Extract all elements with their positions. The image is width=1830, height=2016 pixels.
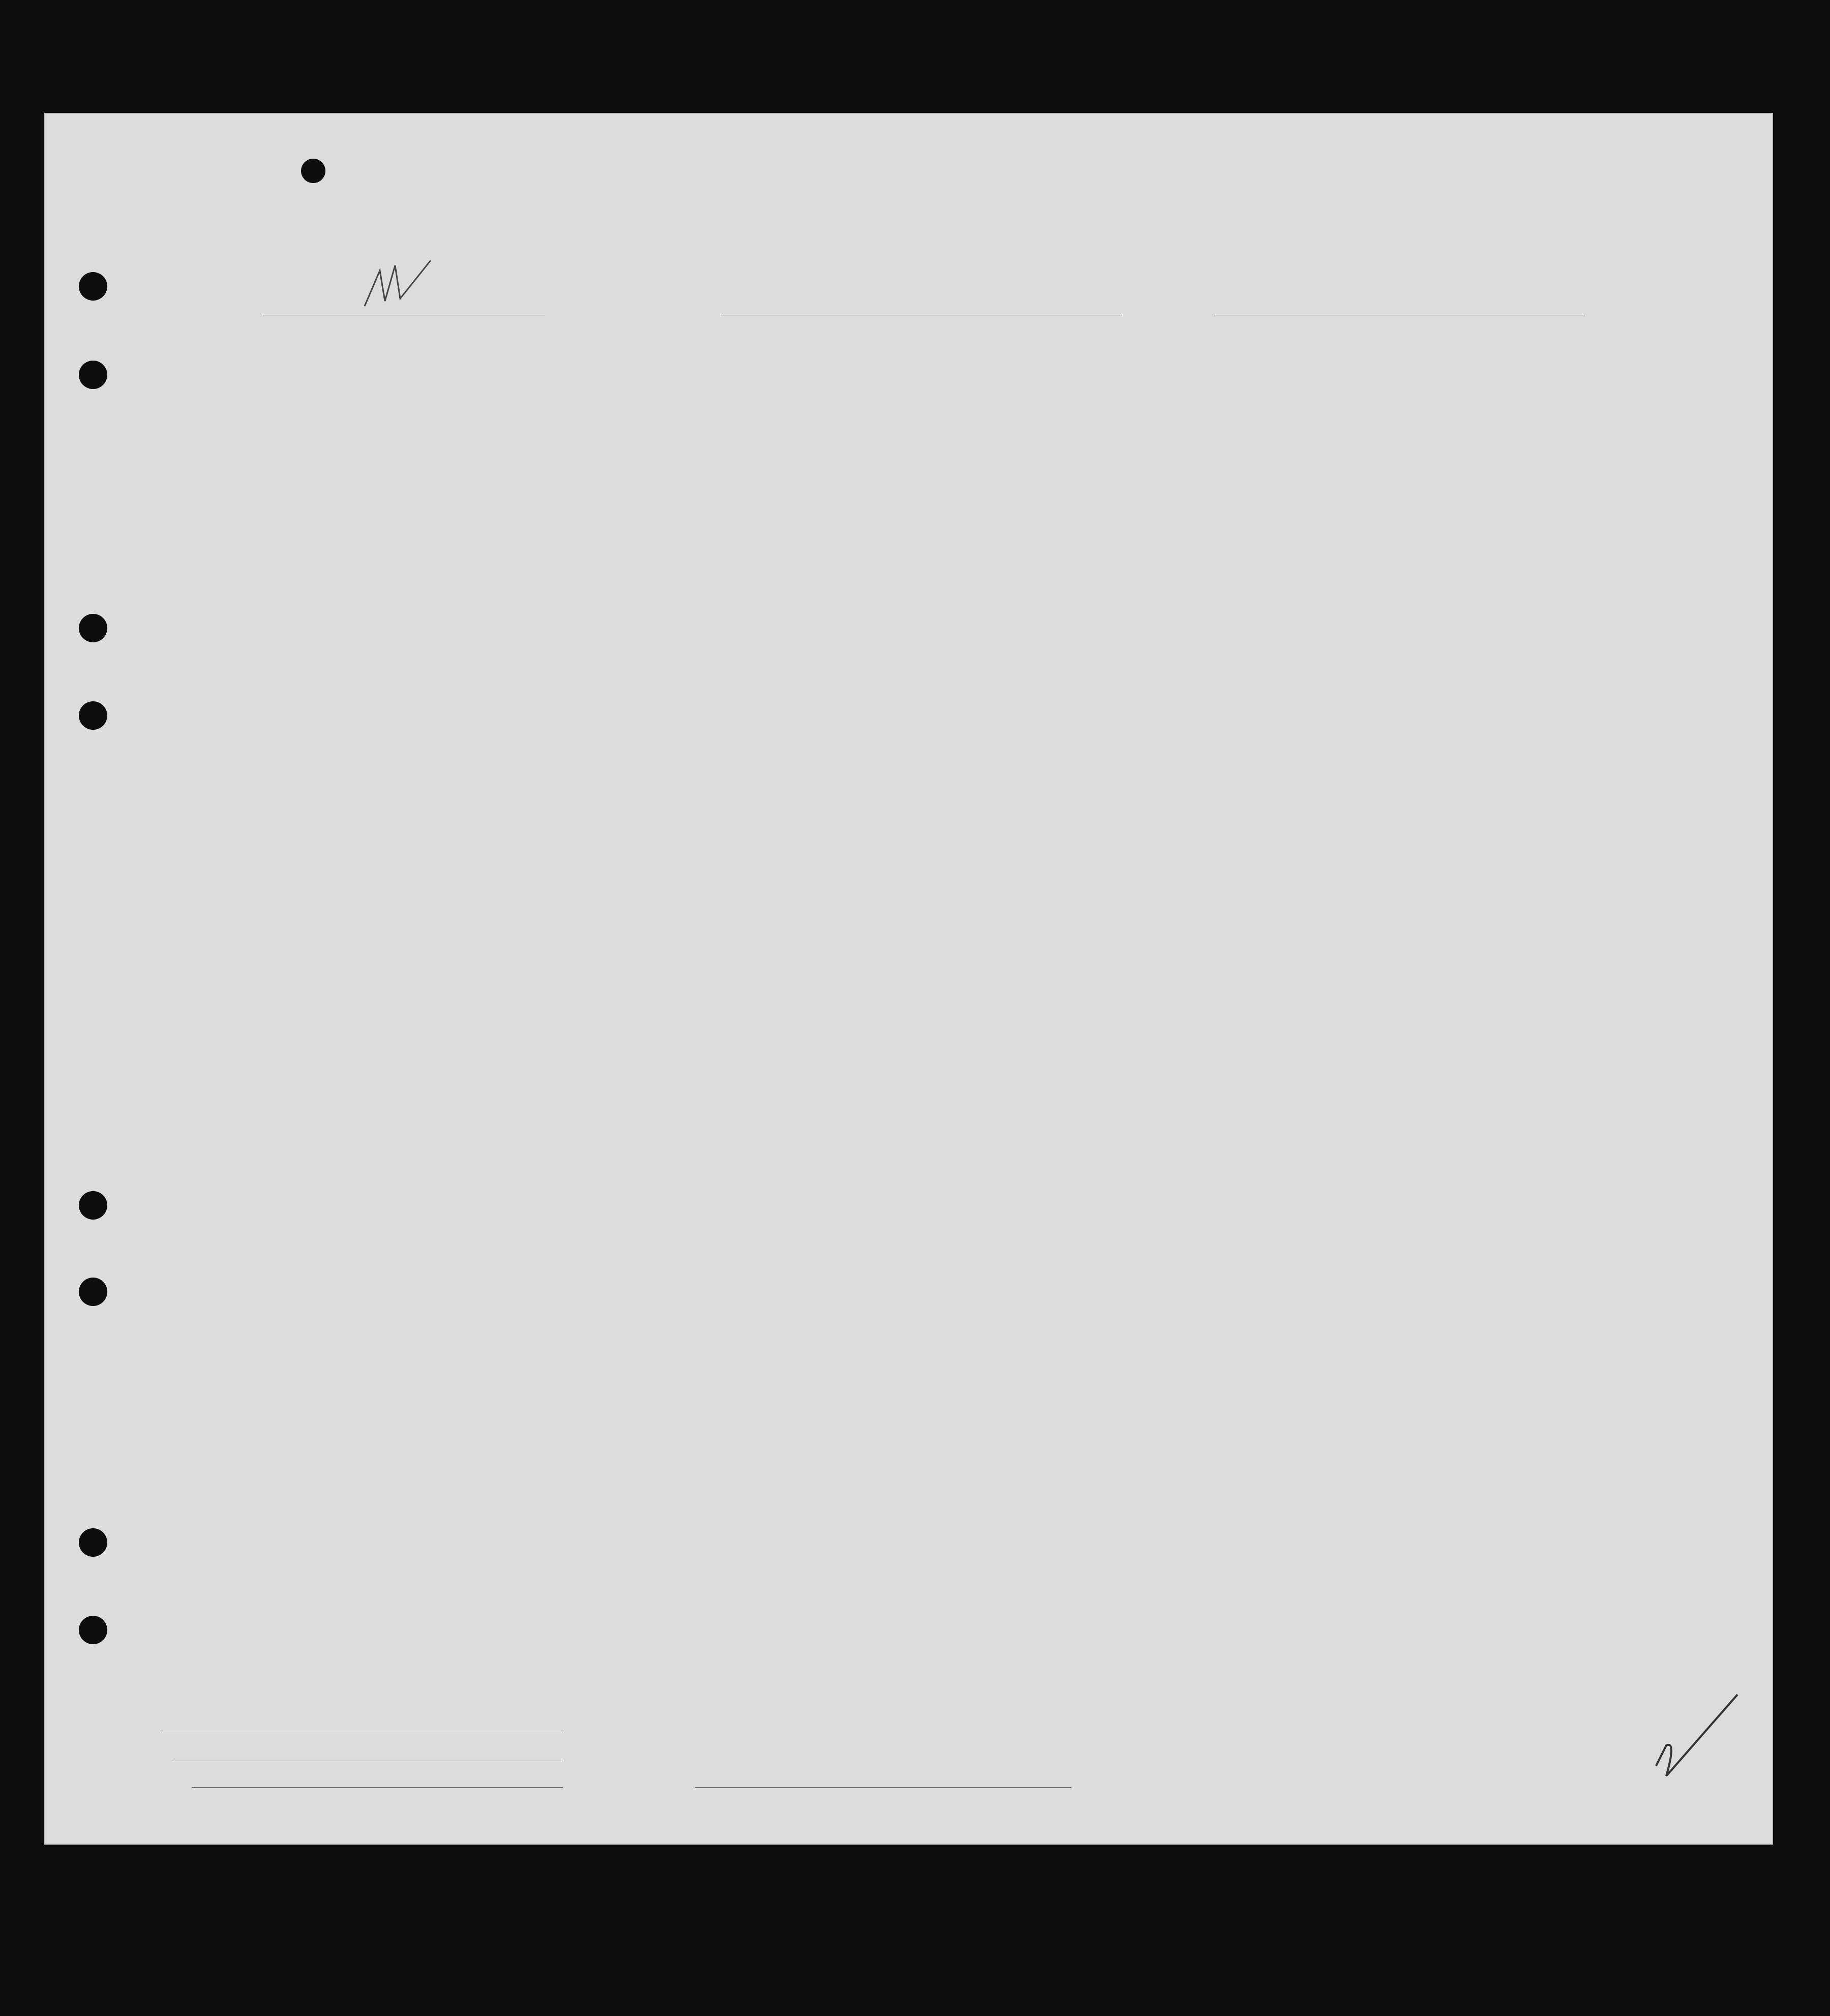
punch-hole — [79, 361, 107, 389]
punch-hole — [79, 1278, 107, 1306]
final-checkmark — [1646, 1689, 1748, 1781]
length-of-service-checkmarks — [497, 408, 700, 1781]
punch-hole — [79, 614, 107, 642]
manifest-sheet — [44, 113, 1773, 1845]
initials-scrawl — [359, 250, 461, 311]
punch-hole — [79, 1528, 107, 1557]
punch-hole — [79, 272, 107, 301]
punch-hole — [79, 1191, 107, 1220]
punch-hole — [79, 1616, 107, 1644]
punch-hole — [79, 701, 107, 730]
punch-hole — [301, 159, 325, 183]
